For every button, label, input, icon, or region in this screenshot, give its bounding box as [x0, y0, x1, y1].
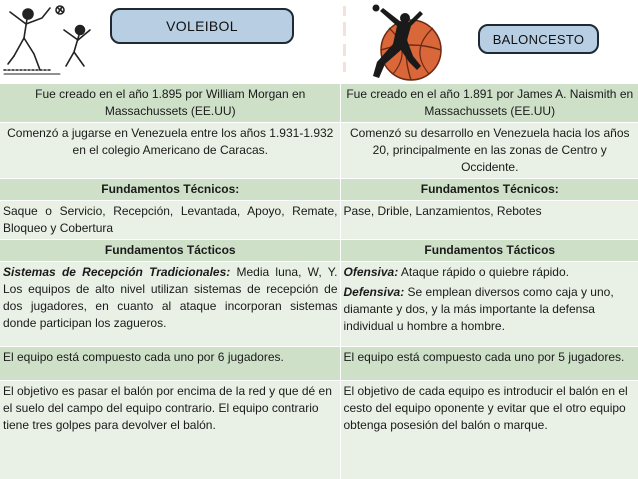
- voleibol-origin: Fue creado en el año 1.895 por William Morgan en Massachussets (EE.UU): [0, 84, 340, 123]
- voleibol-venezuela: Comenzó a jugarse en Venezuela entre los años 1.931-1.932 en el colegio Americano de Caracas.: [0, 123, 340, 179]
- row-tecnicos: [0, 201, 638, 240]
- volleyball-players-icon: [0, 0, 96, 84]
- header-area: [0, 0, 638, 84]
- voleibol-title: VOLEIBOL: [110, 8, 294, 44]
- voleibol-tecnicos-heading: Fundamentos Técnicos:: [0, 179, 340, 201]
- voleibol-tacticos-term: Sistemas de Recepción Tradicionales:: [3, 265, 231, 280]
- voleibol-tacticos-heading: Fundamentos Tácticos: [0, 240, 340, 262]
- baloncesto-equipo: El equipo está compuesto cada uno por 5 jugadores.: [340, 347, 638, 381]
- row-tecnicos-header: [0, 179, 638, 201]
- row-tacticos-header: [0, 240, 638, 262]
- baloncesto-ofensiva: [344, 265, 569, 279]
- baloncesto-title: BALONCESTO: [478, 24, 599, 54]
- baloncesto-tacticos-heading: Fundamentos Tácticos: [340, 240, 638, 262]
- row-venezuela: [0, 123, 638, 179]
- voleibol-tacticos: [0, 262, 340, 347]
- baloncesto-tecnicos: Pase, Drible, Lanzamientos, Rebotes: [340, 201, 638, 240]
- baloncesto-ofensiva-text: Ataque rápido o quiebre rápido.: [398, 265, 569, 280]
- voleibol-tacticos-text: Media luna, W, Y. Los equipos de alto nivel utilizan sistemas de recepción de dos jugadores, en cuanto al ataque incorporan sistemas donde participan los zagueros.: [3, 265, 338, 331]
- baloncesto-tecnicos-heading: Fundamentos Técnicos:: [340, 179, 638, 201]
- baloncesto-defensiva: [344, 284, 637, 335]
- voleibol-equipo: El equipo está compuesto cada uno por 6 jugadores.: [0, 347, 340, 381]
- baloncesto-ofensiva-term: Ofensiva:: [343, 265, 399, 280]
- baloncesto-defensiva-term: Defensiva:: [343, 285, 405, 300]
- row-origin: [0, 84, 638, 123]
- row-tacticos: [0, 262, 638, 347]
- row-equipo: [0, 347, 638, 381]
- baloncesto-defensiva-text: Se emplean diversos como caja y uno, diamante y dos, y la más importante la defensa individual u hombre a hombre.: [343, 285, 614, 334]
- voleibol-tecnicos: Saque o Servicio, Recepción, Levantada, Apoyo, Remate, Bloqueo y Cobertura: [0, 201, 340, 240]
- baloncesto-venezuela: Comenzó su desarrollo en Venezuela hacia los años 20, principalmente en las zonas de Centro y Occidente.: [340, 123, 638, 179]
- voleibol-objetivo: El objetivo es pasar el balón por encima de la red y que dé en el suelo del campo del equipo contrario. El equipo contrario tiene tres golpes para devolver el balón.: [0, 381, 340, 479]
- baloncesto-tacticos: [340, 262, 638, 347]
- baloncesto-objetivo: El objetivo de cada equipo es introducir el balón en el cesto del equipo oponente y evitar que el otro equipo obtenga posesión del balón o marque.: [340, 381, 638, 479]
- comparison-table: [0, 84, 638, 479]
- row-objetivo: [0, 381, 638, 479]
- basketball-player-icon: [343, 0, 451, 84]
- baloncesto-origin: Fue creado en el año 1.891 por James A. Naismith en Massachussets (EE.UU): [340, 84, 638, 123]
